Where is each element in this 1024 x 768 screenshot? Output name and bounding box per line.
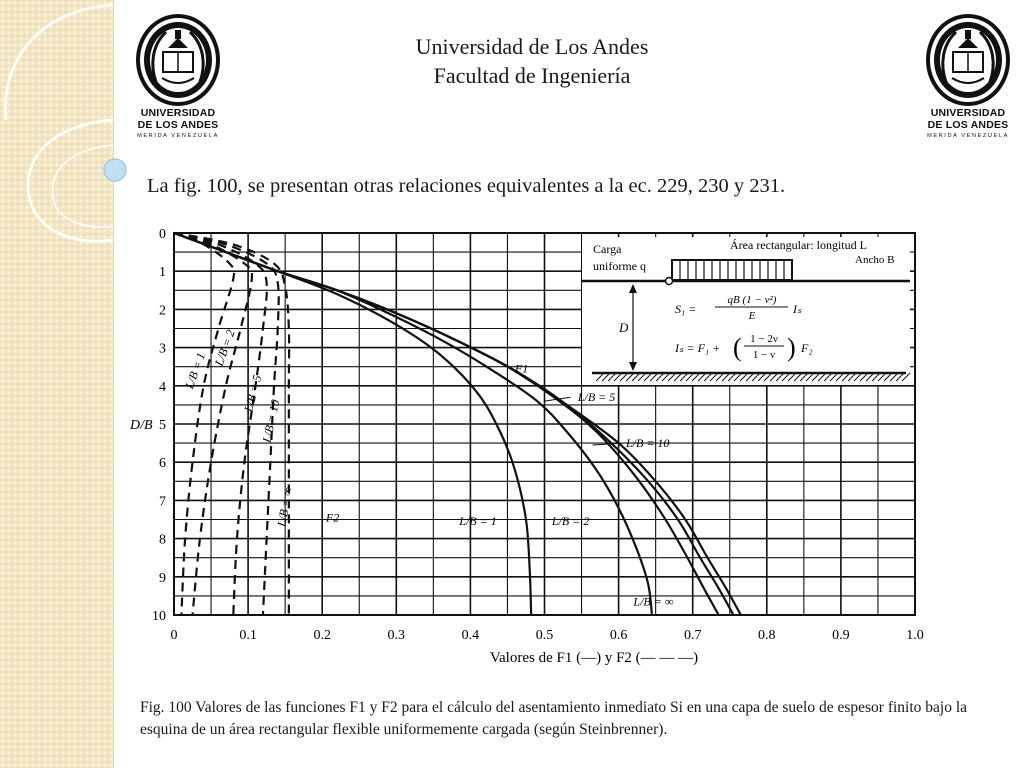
x-tick-label: 0.1 bbox=[239, 628, 257, 643]
intro-text: La fig. 100, se presentan otras relaciones equivalentes a la ec. 229, 230 y 231. bbox=[147, 175, 786, 197]
page-header bbox=[300, 32, 764, 90]
y-tick-label: 1 bbox=[159, 265, 166, 281]
eq1-tail: Iₛ bbox=[793, 302, 802, 316]
corner-point bbox=[666, 278, 673, 285]
y-tick-label: 6 bbox=[159, 456, 166, 472]
y-tick-label: 9 bbox=[159, 570, 166, 586]
x-tick-label: 0.2 bbox=[313, 628, 331, 643]
y-tick-label: 8 bbox=[159, 532, 166, 548]
eq2-numerator: 1 − 2ν bbox=[750, 333, 778, 345]
university-name: Universidad de Los Andes bbox=[415, 34, 649, 59]
curve-label-f2-lb10: L/B = 10 bbox=[259, 398, 283, 444]
x-tick-label: 0 bbox=[170, 628, 178, 643]
inset-width-label: Ancho B bbox=[855, 254, 895, 266]
eq1-lhs: S₁ = bbox=[675, 302, 697, 316]
eq2-denominator: 1 − ν bbox=[752, 349, 776, 361]
university-seal-icon bbox=[922, 10, 1014, 106]
inset-load-label-1: Carga bbox=[593, 242, 622, 256]
x-tick-label: 0.8 bbox=[758, 628, 776, 643]
curve-label-f1-lb5: L/B = 5 bbox=[577, 390, 616, 405]
y-tick-label: 5 bbox=[159, 418, 166, 433]
curve-label-f1-lb10: L/B = 10 bbox=[626, 435, 670, 450]
y-tick-label: 2 bbox=[159, 303, 166, 319]
curve-label-f2-lb5: L/B = 5 bbox=[241, 373, 265, 414]
x-axis-label: Valores de F1 (—) y F2 (— — —) bbox=[489, 650, 699, 666]
curve-label-f1-lbinf: L/B = ∞ bbox=[633, 594, 674, 609]
y-tick-label: 4 bbox=[159, 379, 166, 395]
figure-caption: Fig. 100 Valores de las funciones F1 y F2 para el cálculo del asentamiento inmediato Si en una capa de suelo de espesor finito bajo la esquina de un área rectangular flexible uniformemente cargada (según Steinbrenner). bbox=[140, 699, 968, 738]
y-tick-label: 0 bbox=[159, 227, 166, 242]
inset-load-label-2: uniforme q bbox=[593, 259, 646, 273]
university-logo-left bbox=[130, 10, 226, 139]
university-logo-right bbox=[920, 10, 1016, 139]
curve-label-f1-lb1: L/B = 1 bbox=[459, 514, 497, 529]
curve-label-f1-lb2: L/B = 2 bbox=[551, 514, 590, 529]
eq2-paren-open: ( bbox=[733, 333, 742, 362]
inset-title: Área rectangular: longitud L bbox=[730, 238, 867, 252]
x-tick-label: 0.4 bbox=[461, 628, 480, 643]
y-tick-label: 10 bbox=[152, 609, 166, 624]
university-logo-name: UNIVERSIDAD DE LOS ANDES bbox=[137, 107, 219, 131]
x-tick-label: 0.7 bbox=[683, 628, 702, 643]
eq2-paren-close: ) bbox=[787, 333, 796, 362]
curve-label-f1: F1 bbox=[514, 361, 529, 376]
eq2-lhs: Iₛ = F₁ + bbox=[675, 341, 721, 355]
university-seal-icon bbox=[132, 10, 224, 106]
x-tick-label: 0.3 bbox=[387, 628, 406, 643]
eq2-tail: F₂ bbox=[801, 341, 813, 355]
x-tick-label: 0.9 bbox=[832, 628, 850, 643]
chart-inset-diagram bbox=[582, 237, 910, 385]
y-tick-label: 7 bbox=[159, 494, 166, 510]
eq1-numerator: qB (1 − ν²) bbox=[727, 294, 777, 306]
inset-depth-label: D bbox=[619, 320, 629, 335]
accent-dot bbox=[104, 159, 126, 181]
curve-label-f2-lbinf: L/B = ∞ bbox=[274, 485, 296, 528]
steinbrenner-chart bbox=[120, 215, 940, 670]
x-tick-label: 1.0 bbox=[906, 628, 924, 643]
faculty-name: Facultad de Ingeniería bbox=[433, 63, 631, 88]
university-logo-sub: MERIDA VENEZUELA bbox=[927, 133, 1009, 139]
eq1-denominator: E bbox=[748, 310, 756, 322]
curve-label-f2: F2 bbox=[325, 510, 340, 525]
x-tick-label: 0.5 bbox=[535, 628, 554, 643]
university-logo-name: UNIVERSIDAD DE LOS ANDES bbox=[927, 107, 1009, 131]
y-axis-label: D/B bbox=[130, 418, 153, 433]
x-tick-label: 0.6 bbox=[609, 628, 628, 643]
university-logo-sub: MERIDA VENEZUELA bbox=[137, 133, 219, 139]
curve-label-f2-lb1: L/B = 1 bbox=[182, 350, 209, 391]
curve-label-f2-lb2: L/B = 2 bbox=[211, 327, 238, 368]
y-tick-label: 3 bbox=[159, 341, 166, 357]
